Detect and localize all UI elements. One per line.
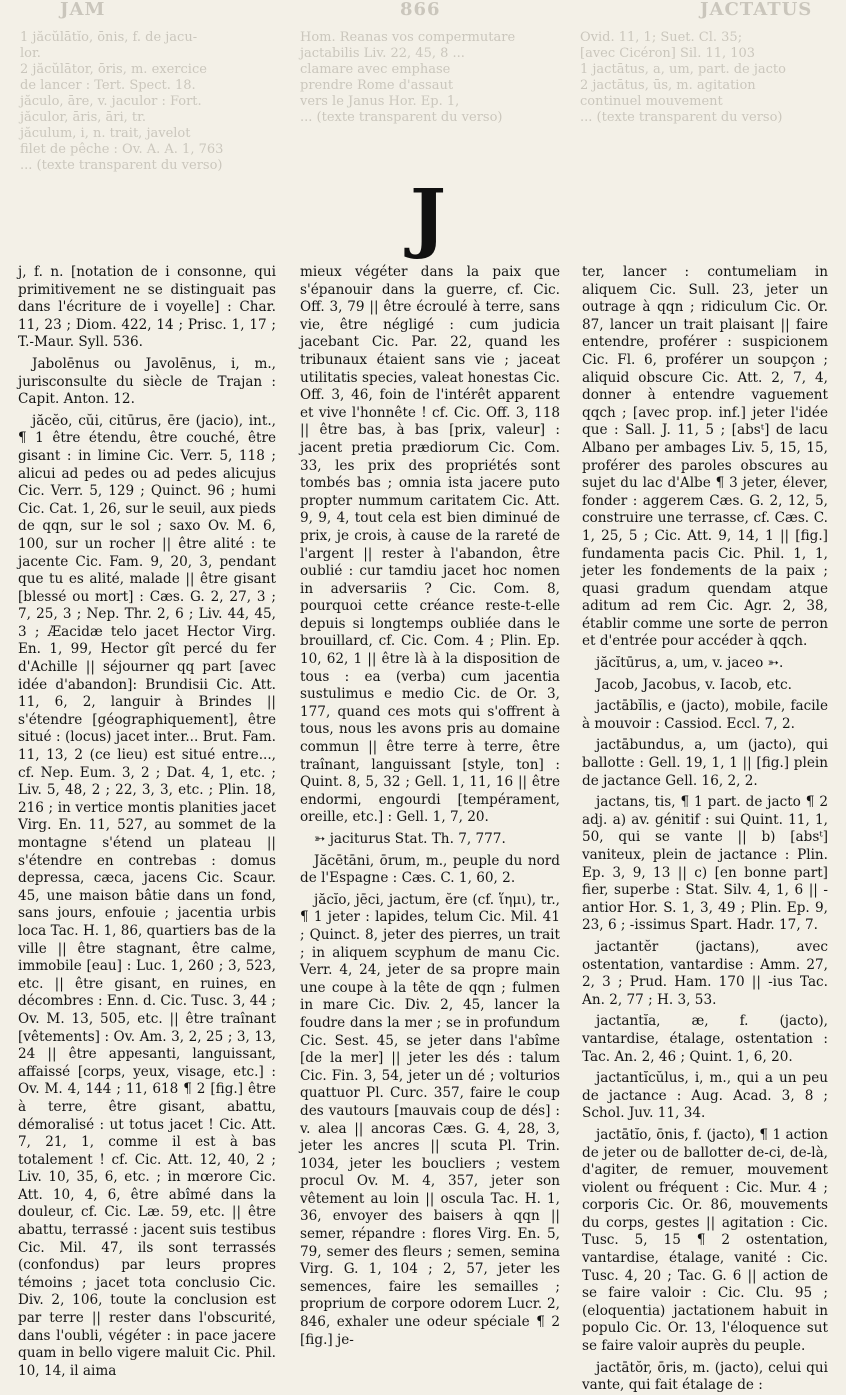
column-3 [582, 264, 828, 1394]
entry-jabolenus: Jabolēnus ou Javolēnus, i, m., jurisconsulte du siècle de Trajan : Capit. Anton. 12. [18, 355, 276, 408]
entry-jactanticulus: jactantĭcŭlus, i, m., qui a un peu de jactance : Aug. Acad. 3, 8 ; Schol. Juv. 11, 34. [582, 1070, 828, 1122]
ghost-column-mid: Hom. Reanas vos compermutare jactabilis Liv. 22, 45, 8 ... clamare avec emphase prendre Rome d'assaut vers le Janus Hor. Ep. 1, ... (texte transparent du verso) [300, 30, 516, 125]
entry-jactabundus: jactābundus, a, um (jacto), qui ballotte : Gell. 19, 1, 1 || [fig.] plein de jactance Gell. 16, 2, 2. [582, 737, 828, 789]
column-2 [300, 264, 560, 1364]
entry-jacob: Jacob, Jacobus, v. Iacob, etc. [596, 676, 792, 693]
ghost-header-right: JACTATUS [700, 0, 813, 20]
entry-jactans: jactans, tis, ¶ 1 part. de jacto ¶ 2 adj. a) av. génitif : sui Quint. 11, 1, 50, qui se vante || b) [absᵗ] vaniteux, plein de jactance : Plin. Ep. 3, 9, 13 || c) [en bonne part] fier, superbe : Stat. Silv. 4, 1, 6 || -antior Hor. S. 1, 3, 49 ; Plin. Ep. 9, 23, 6 ; -issimus Spart. Hadr. 17, 7. [582, 794, 828, 934]
entry-jactanter: jactantĕr (jactans), avec ostentation, vantardise : Amm. 27, 2, 3 ; Prud. Ham. 170 || -ius Tac. An. 2, 77 ; H. 3, 53. [582, 938, 828, 1008]
ghost-header-mid: 866 [400, 0, 441, 20]
ghost-header-left: JAM [60, 0, 106, 20]
entry-jactantia: jactantĭa, æ, f. (jacto), vantardise, étalage, ostentation : Tac. An. 2, 46 ; Quint. 1, 6, 20. [582, 1013, 828, 1065]
entry-jacetani: Jăcētāni, ōrum, m., peuple du nord de l'Espagne : Cæs. C. 1, 60, 2. [300, 852, 560, 887]
entry-jaceo-note: ➳ jaciturus Stat. Th. 7, 777. [314, 831, 506, 847]
ghost-column-right: Ovid. 11, 1; Suet. Cl. 35; [avec Cicéron] Sil. 11, 103 1 jactātus, a, um, part. de jacto 2 jactātus, ūs, m. agitation continuel mouvement ... (texte transparent du verso) [580, 30, 786, 125]
entry-jacio: jăcĭo, jēci, jactum, ĕre (cf. ἵημι), tr., ¶ 1 jeter : lapides, telum Cic. Mil. 41 ; Quinct. 8, jeter des pierres, un trait ; in aliquem scyphum de manu Cic. Verr. 4, 24, jeter de sa propre main une coupe à la tête de qqn ; fulmen in mare Cic. Div. 2, 45, lancer la foudre dans la mer ; se in profundum Cic. Sest. 45, se jeter dans l'abîme [de la mer] || jeter les dés : talum Cic. Fin. 3, 54, jeter un dé ; volturios quattuor Pl. Curc. 357, faire le coup des vautours [mauvais coup de dés] : v. alea || ancoras Cæs. G. 4, 28, 3, jeter les ancres || scuta Pl. Trin. 1034, jeter les boucliers ; vestem procul Ov. M. 4, 357, jeter son vêtement au loin || oscula Tac. H. 1, 36, envoyer des baisers à qqn || semer, répandre : flores Virg. En. 5, 79, semer des fleurs ; semen, semina Virg. G. 1, 104 ; 2, 57, jeter les semences, faire les semailles ; proprium de corpore odorem Lucr. 2, 846, exhaler une odeur spéciale ¶ 2 [fig.] je- [300, 891, 560, 1348]
ghost-column-left: 1 jăcŭlātĭo, ōnis, f. de jacu- lor. 2 jăcŭlātor, ōris, m. exercice de lancer : Tert. Spect. 18. jăculo, āre, v. jaculor : Fort. jăculor, āris, āri, tr. jăculum, i, n. trait, javelot filet de pêche : Ov. A. A. 1, 763 ... (texte transparent du verso) [20, 30, 224, 173]
entry-jaceo: jăcĕo, cŭi, citūrus, ēre (jacio), int., ¶ 1 être étendu, être couché, être gisant : in limine Cic. Verr. 5, 118 ; alicui ad pedes ou ad pedes alicujus Cic. Verr. 5, 129 ; Quinct. 96 ; humi Cic. Cat. 1, 26, sur le seuil, aux pieds de qqn, sur le sol ; saxo Ov. M. 6, 100, sur un rocher || être alité : te jacente Cic. Fam. 9, 20, 3, pendant que tu es alité, malade || être gisant [blessé ou mort] : Cæs. G. 2, 27, 3 ; 7, 25, 3 ; Nep. Thr. 2, 6 ; Liv. 44, 45, 3 ; Æacidæ telo jacet Hector Virg. En. 1, 99, Hector gît percé du fer d'Achille || séjourner qq part [avec idée d'abandon]: Brundisii Cic. Att. 11, 6, 2, languir à Brindes || s'étendre [géographiquement], être situé : (locus) jacet inter... Brut. Fam. 11, 13, 2 (ce lieu) est situé entre..., cf. Nep. Eum. 3, 2 ; Dat. 4, 1, etc. ; Liv. 5, 48, 2 ; 22, 3, 3, etc. ; Plin. 18, 216 ; in vertice montis planities jacet Virg. En. 11, 527, au sommet de la montagne s'étend un plateau || s'étendre en contrebas : domus depressa, cæca, jacens Cic. Scaur. 45, une maison bâtie dans un fond, sans jours, enfouie ; jacentia urbis loca Tac. H. 1, 86, quartiers bas de la ville || être stagnant, être calme, immobile [eau] : Luc. 1, 260 ; 3, 523, etc. || être gisant, en ruines, en décombres : Enn. d. Cic. Tusc. 3, 44 ; Ov. M. 13, 505, etc. || être traînant [vêtements] : Ov. Am. 3, 2, 25 ; 3, 13, 24 || être appesanti, languissant, affaissé [corps, yeux, visage, etc.] : Ov. M. 4, 144 ; 11, 618 ¶ 2 [fig.] être à terre, être gisant, abattu, démoralisé : ut totus jacet ! Cic. Att. 7, 21, 1, comme il est à bas totalement ! cf. Cic. Att. 12, 40, 2 ; Liv. 10, 35, 6, etc. ; in mœrore Cic. Att. 10, 4, 6, être abîmé dans la douleur, cf. Cic. Læ. 59, etc. || être abattu, terrassé : jacent suis testibus Cic. Mil. 47, ils sont terrassés (confondus) par leurs propres témoins ; jacet tota conclusio Cic. Div. 2, 106, toute la conclusion est par terre || rester dans l'obscurité, dans l'oubli, végéter : in pace jacere quam in bello vigere maluit Cic. Phil. 10, 14, il aima [18, 412, 277, 1379]
entry-jactator: jactātŏr, ōris, m. (jacto), celui qui vante, qui fait étalage de : [582, 1359, 828, 1394]
entry-jaciturus: jăcĭtūrus, a, um, v. jaceo ➳. [596, 655, 784, 672]
entry-jaceo-continued: mieux végéter dans la paix que s'épanouir dans la guerre, cf. Cic. Off. 3, 79 || être écroulé à terre, sans vie, être négligé : cum judicia jacebant Cic. Par. 22, quand les tribunaux étaient sans vie ; jaceat utilitatis species, valeat honestas Cic. Off. 3, 46, foin de l'intérêt apparent et vive l'honnête ! cf. Cic. Off. 3, 118 || être bas, à bas [prix, valeur] : jacent pretia prædiorum Cic. Com. 33, les prix des propriétés sont tombés bas ; omnia ista jacere puto propter nummum caritatem Cic. Att. 9, 9, 4, tout cela est bien diminué de prix, je crois, à cause de la rareté de l'argent || rester à l'abandon, être oublié : cur tamdiu jacet hoc nomen in adversariis ? Cic. Com. 8, pourquoi cette créance reste-t-elle depuis si longtemps oubliée dans le brouillard, cf. Cic. Com. 4 ; Plin. Ep. 10, 62, 1 || être là à la disposition de tous : ea (verba) cum jacentia sustulimus e medio Cic. de Or. 3, 177, quand ces mots qui s'offrent à tous, nous les avons pris au domaine commun || être terre à terre, être traînant, languissant [style, ton] : Quint. 8, 5, 32 ; Gell. 1, 11, 16 || être endormi, engourdi [tempérament, oreille, etc.] : Gell. 1, 7, 20. [300, 264, 560, 826]
entry-jacio-continued: ter, lancer : contumeliam in aliquem Cic. Sull. 23, jeter un outrage à qqn ; ridiculum Cic. Or. 87, lancer un trait plaisant || faire entendre, proférer : suspicionem Cic. Fl. 6, proférer un soupçon ; aliquid obscure Cic. Att. 2, 7, 4, donner à entendre vaguement qqch ; [avec prop. inf.] jeter l'idée que : Sall. J. 11, 5 ; [absᵗ] de lacu Albano per ambages Liv. 5, 15, 15, proférer des paroles obscures au sujet du lac d'Albe ¶ 3 jeter, élever, fonder : aggerem Cæs. G. 2, 12, 5, construire une terrasse, cf. Cæs. C. 1, 25, 5 ; Cic. Att. 9, 14, 1 || [fig.] fundamenta pacis Cic. Phil. 1, 1, jeter les fondements de la paix ; quasi gradum quendam atque aditum ad rem Cic. Agr. 2, 38, établir comme une sorte de perron et d'entrée pour accéder à qqch. [582, 264, 828, 650]
entry-jactabilis: jactābĭlis, e (jacto), mobile, facile à mouvoir : Cassiod. Eccl. 7, 2. [582, 698, 828, 732]
entry-jactatio: jactātĭo, ōnis, f. (jacto), ¶ 1 action de jeter ou de ballotter de-ci, de-là, d'agiter, de remuer, mouvement violent ou fréquent : Cic. Mur. 4 ; corporis Cic. Or. 86, mouvements du corps, gestes || agitation : Cic. Tusc. 5, 15 ¶ 2 ostentation, vantardise, étalage, vanité : Cic. Tusc. 4, 20 ; Tac. G. 6 || action de se faire valoir : Cic. Clu. 95 ; (eloquentia) jactationem habuit in populo Cic. Or. 13, l'éloquence sut se faire valoir auprès du peuple. [582, 1126, 828, 1355]
section-letter-heading: J [410, 172, 446, 261]
entry-j: j, f. n. [notation de i consonne, qui primitivement ne se distinguait pas dans l'écriture de i voyelle] : Char. 11, 23 ; Diom. 422, 14 ; Prisc. 1, 17 ; T.-Maur. Syll. 536. [18, 264, 276, 351]
column-1 [18, 264, 277, 1379]
